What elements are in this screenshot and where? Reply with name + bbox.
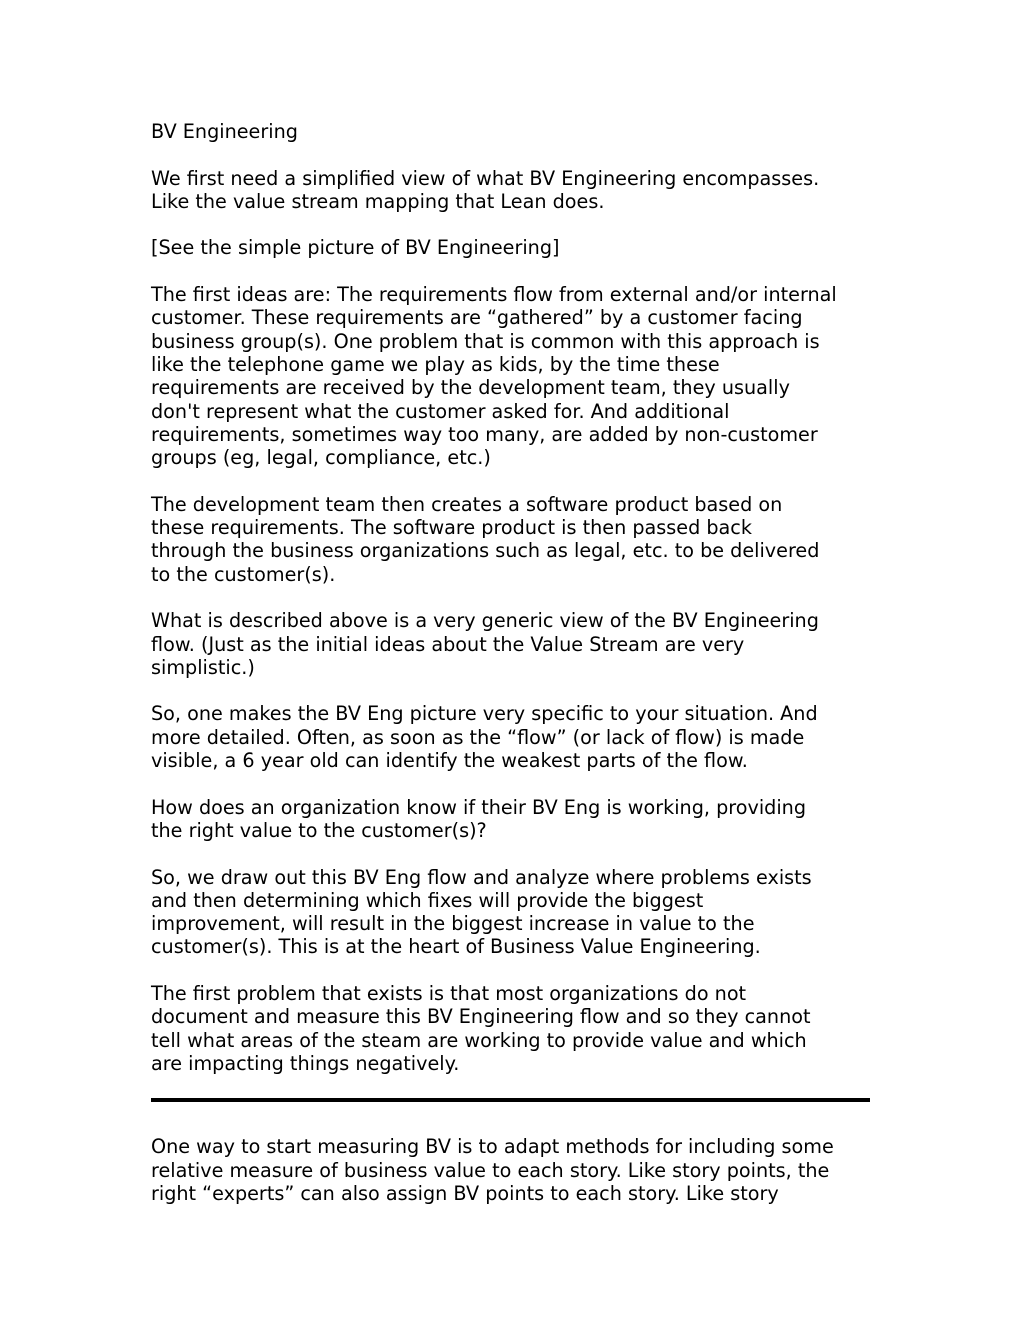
paragraph-picture-reference: [See the simple picture of BV Engineering] — [151, 236, 560, 260]
document-title: BV Engineering — [151, 120, 298, 143]
paragraph-intro: We first need a simplified view of what BV Engineering encompasses. Like the value stream mapping that Lean does. — [151, 166, 820, 213]
paragraph-first-problem: The first problem that exists is that most organizations do not document and measure this BV Engineering flow and so they cannot tell what areas of the steam are working to provide value and which are impacting things negatively. — [151, 981, 811, 1075]
paragraph-first-ideas: The first ideas are: The requirements flow from external and/or internal customer. These requirements are “gathered” by a customer facing business group(s). One problem that is common with this approach is like the telephone game we play as kids, by the time these requirements are received by the development team, they usually don't represent what the customer asked for. And additional requirements, sometimes way too many, are added by non-customer groups (eg, legal, compliance, etc.) — [151, 283, 837, 470]
paragraph-measuring-bv: One way to start measuring BV is to adapt methods for including some relative measure of business value to each story. Like story points, the right “experts” can also assign BV points to each story. Like story — [151, 1135, 834, 1206]
paragraph-analysis: So, we draw out this BV Eng flow and analyze where problems exists and then determining which fixes will provide the biggest improvement, will result in the biggest increase in value to the customer(s). This is at the heart of Business Value Engineering. — [151, 865, 812, 959]
paragraph-development-team: The development team then creates a software product based on these requirements. The software product is then passed back through the business organizations such as legal, etc. to be delivered to the customer(s). — [151, 492, 820, 586]
document-page — [151, 120, 881, 1229]
horizontal-divider — [151, 1098, 870, 1102]
paragraph-question: How does an organization know if their BV Eng is working, providing the right value to the customer(s)? — [151, 795, 807, 842]
paragraph-specific-picture: So, one makes the BV Eng picture very specific to your situation. And more detailed. Often, as soon as the “flow” (or lack of flow) is made visible, a 6 year old can identify the weakest parts of the flow. — [151, 702, 818, 773]
paragraph-generic-view: What is described above is a very generic view of the BV Engineering flow. (Just as the initial ideas about the Value Stream are very simplistic.) — [151, 609, 819, 679]
